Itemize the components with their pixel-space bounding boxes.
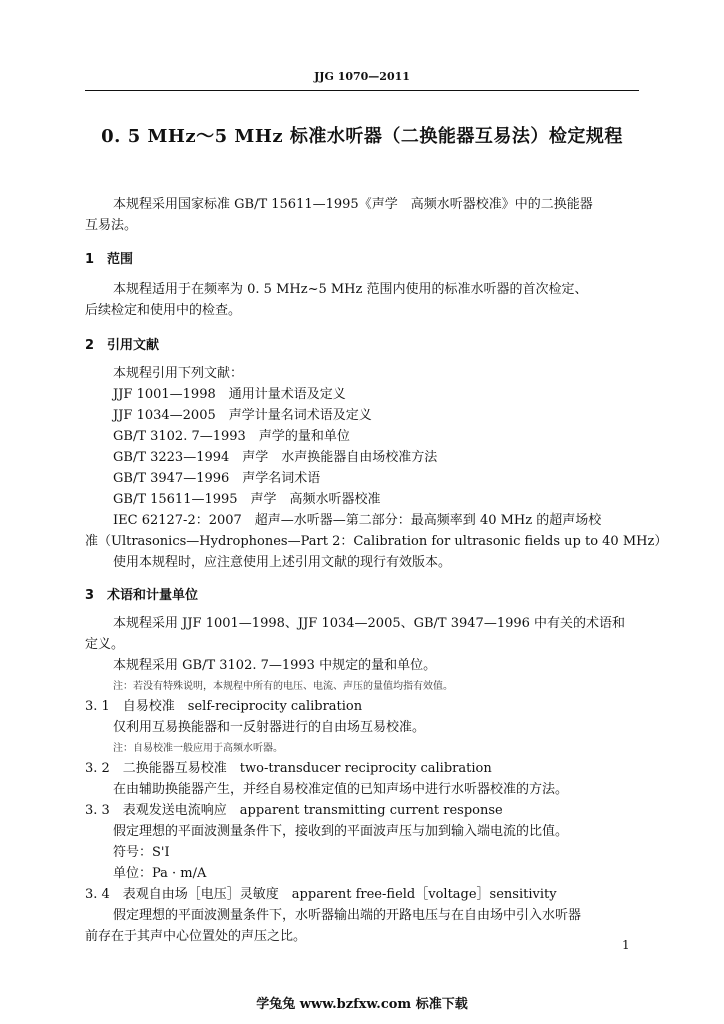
reference-item: JJF 1001—1998 通用计量术语及定义	[113, 387, 346, 402]
reference-item: GB/T 3102. 7—1993 声学的量和单位	[113, 429, 350, 444]
section-1-heading: 1 范围	[85, 252, 134, 267]
section-3-heading: 3 术语和计量单位	[85, 588, 199, 603]
note-self-reciprocity: 注：自易校准一般应用于高频水听器。	[113, 743, 283, 754]
term-3-4-heading: 3. 4 表观自由场［电压］灵敏度 apparent free-field［voltage］sensitivity	[85, 887, 557, 902]
scope-line-2: 后续检定和使用中的检查。	[85, 303, 242, 318]
terms-para-1-line-2: 定义。	[85, 637, 125, 652]
reference-item: GB/T 3223—1994 声学 水声换能器自由场校准方法	[113, 450, 438, 465]
term-3-3-heading: 3. 3 表观发送电流响应 apparent transmitting current response	[85, 803, 503, 818]
term-3-1-heading: 3. 1 自易校准 self-reciprocity calibration	[85, 699, 363, 714]
section-2-heading: 2 引用文献	[85, 338, 160, 353]
term-3-3-definition: 假定理想的平面波测量条件下，接收到的平面波声压与加到输入端电流的比值。	[113, 824, 569, 839]
reference-iec-line-2: 准（Ultrasonics—Hydrophones—Part 2：Calibration for ultrasonic fields up to 40 MHz）	[85, 534, 668, 549]
term-3-3-unit: 单位：Pa · m/A	[113, 866, 207, 881]
term-3-4-definition-line-2: 前存在于其声中心位置处的声压之比。	[85, 929, 307, 944]
references-tail: 使用本规程时，应注意使用上述引用文献的现行有效版本。	[113, 555, 452, 570]
reference-item: GB/T 15611—1995 声学 高频水听器校准	[113, 492, 381, 507]
note-rms: 注：若没有特殊说明，本规程中所有的电压、电流、声压的量值均指有效值。	[113, 681, 453, 692]
term-3-3-symbol: 符号：S'I	[113, 845, 170, 860]
references-lead: 本规程引用下列文献：	[113, 366, 244, 381]
intro-line-1: 本规程采用国家标准 GB/T 15611—1995《声学 高频水听器校准》中的二换能器	[113, 197, 593, 212]
standard-code-header: JJG 1070—2011	[314, 70, 410, 83]
terms-para-2: 本规程采用 GB/T 3102. 7—1993 中规定的量和单位。	[113, 658, 437, 673]
term-3-4-definition-line-1: 假定理想的平面波测量条件下，水听器输出端的开路电压与在自由场中引入水听器	[113, 908, 582, 923]
page-number: 1	[622, 938, 630, 952]
document-title: 0. 5 MHz～5 MHz 标准水听器（二换能器互易法）检定规程	[101, 126, 623, 147]
term-3-2-definition: 在由辅助换能器产生，并经自易校准定值的已知声场中进行水听器校准的方法。	[113, 782, 569, 797]
scope-line-1: 本规程适用于在频率为 0. 5 MHz~5 MHz 范围内使用的标准水听器的首次检定、	[113, 282, 588, 297]
footer-watermark: 学兔兔 www.bzfxw.com 标准下载	[256, 997, 468, 1012]
reference-iec-line-1: IEC 62127-2：2007 超声—水听器—第二部分：最高频率到 40 MHz 的超声场校	[113, 513, 602, 528]
intro-line-2: 互易法。	[85, 218, 138, 233]
header-rule	[85, 90, 639, 91]
terms-para-1-line-1: 本规程采用 JJF 1001—1998、JJF 1034—2005、GB/T 3947—1996 中有关的术语和	[113, 616, 626, 631]
reference-item: JJF 1034—2005 声学计量名词术语及定义	[113, 408, 372, 423]
term-3-2-heading: 3. 2 二换能器互易校准 two-transducer reciprocity calibration	[85, 761, 492, 776]
term-3-1-definition: 仅利用互易换能器和一反射器进行的自由场互易校准。	[113, 720, 426, 735]
reference-item: GB/T 3947—1996 声学名词术语	[113, 471, 321, 486]
